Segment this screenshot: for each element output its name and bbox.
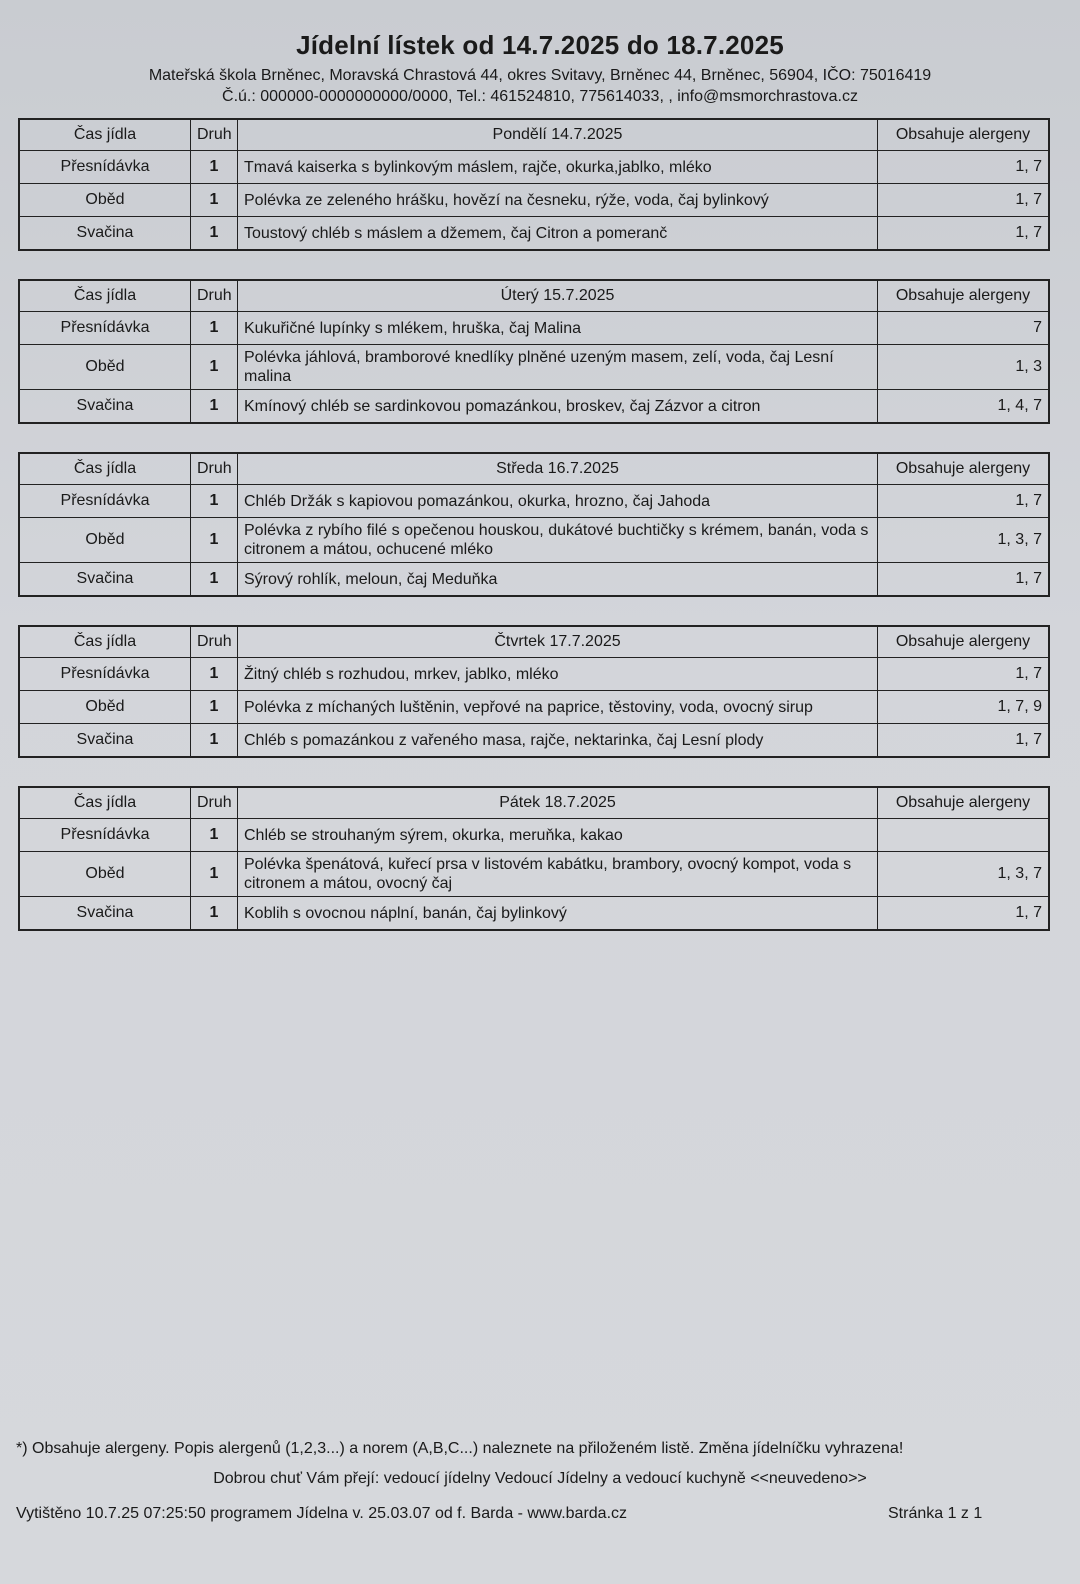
meal-time: Oběd <box>19 852 191 897</box>
table-row <box>19 345 1049 390</box>
column-header-allergens: Obsahuje alergeny <box>878 119 1050 151</box>
table-row <box>19 217 1049 251</box>
column-header-time: Čas jídla <box>19 453 191 485</box>
meal-description: Polévka z rybího filé s opečenou houskou, dukátové buchtičky s krémem, banán, voda s citronem a mátou, ochucené mléko <box>238 518 878 563</box>
day-table-friday <box>18 786 1050 931</box>
meal-type: 1 <box>191 691 238 724</box>
meal-description: Chléb se strouhaným sýrem, okurka, meruňka, kakao <box>238 819 878 852</box>
table-row <box>19 485 1049 518</box>
meal-time: Svačina <box>19 897 191 931</box>
meal-description: Polévka z míchaných luštěnin, vepřové na paprice, těstoviny, voda, ovocný sirup <box>238 691 878 724</box>
meal-allergens: 1, 7, 9 <box>878 691 1050 724</box>
meal-allergens: 1, 7 <box>878 184 1050 217</box>
column-header-allergens: Obsahuje alergeny <box>878 787 1050 819</box>
column-header-time: Čas jídla <box>19 626 191 658</box>
meal-time: Oběd <box>19 691 191 724</box>
meal-description: Koblih s ovocnou náplní, banán, čaj bylinkový <box>238 897 878 931</box>
meal-description: Kmínový chléb se sardinkovou pomazánkou, broskev, čaj Zázvor a citron <box>238 390 878 424</box>
meal-allergens: 1, 7 <box>878 217 1050 251</box>
meal-time: Oběd <box>19 184 191 217</box>
meal-time: Svačina <box>19 217 191 251</box>
meal-allergens: 1, 7 <box>878 724 1050 758</box>
table-row <box>19 897 1049 931</box>
meal-description: Žitný chléb s rozhudou, mrkev, jablko, mléko <box>238 658 878 691</box>
table-row <box>19 658 1049 691</box>
meal-type: 1 <box>191 485 238 518</box>
document-header <box>0 0 1080 106</box>
day-title: Pátek 18.7.2025 <box>238 787 878 819</box>
table-row <box>19 151 1049 184</box>
day-title: Pondělí 14.7.2025 <box>238 119 878 151</box>
column-header-allergens: Obsahuje alergeny <box>878 453 1050 485</box>
meal-time: Přesnídávka <box>19 658 191 691</box>
print-info: Vytištěno 10.7.25 07:25:50 programem Jídelna v. 25.03.07 od f. Barda - www.barda.cz <box>16 1505 628 1522</box>
meal-time: Přesnídávka <box>19 819 191 852</box>
column-header-type: Druh <box>191 119 238 151</box>
allergen-note: *) Obsahuje alergeny. Popis alergenů (1,2,3...) a norem (A,B,C...) naleznete na přiloženém listě. Změna jídelníčku vyhrazena! <box>16 1440 904 1457</box>
meal-time: Přesnídávka <box>19 485 191 518</box>
column-header-allergens: Obsahuje alergeny <box>878 626 1050 658</box>
meal-type: 1 <box>191 897 238 931</box>
meal-type: 1 <box>191 518 238 563</box>
meal-allergens <box>878 819 1050 852</box>
day-table-monday <box>18 118 1050 251</box>
meal-time: Přesnídávka <box>19 151 191 184</box>
meal-allergens: 1, 4, 7 <box>878 390 1050 424</box>
meal-type: 1 <box>191 724 238 758</box>
meal-time: Oběd <box>19 345 191 390</box>
meal-description: Polévka špenátová, kuřecí prsa v listovém kabátku, brambory, ovocný kompot, voda s citronem a mátou, ovocný čaj <box>238 852 878 897</box>
day-table-wednesday <box>18 452 1050 597</box>
column-header-time: Čas jídla <box>19 119 191 151</box>
meal-time: Svačina <box>19 724 191 758</box>
table-row <box>19 691 1049 724</box>
day-title: Čtvrtek 17.7.2025 <box>238 626 878 658</box>
bon-appetit-line: Dobrou chuť Vám přejí: vedoucí jídelny Vedoucí Jídelny a vedoucí kuchyně <<neuvedeno>> <box>213 1470 867 1487</box>
meal-description: Toustový chléb s máslem a džemem, čaj Citron a pomeranč <box>238 217 878 251</box>
column-header-allergens: Obsahuje alergeny <box>878 280 1050 312</box>
week-menu <box>18 118 1050 959</box>
column-header-type: Druh <box>191 787 238 819</box>
meal-type: 1 <box>191 658 238 691</box>
meal-allergens: 1, 3 <box>878 345 1050 390</box>
meal-type: 1 <box>191 312 238 345</box>
meal-allergens: 1, 7 <box>878 658 1050 691</box>
day-table-tuesday <box>18 279 1050 424</box>
table-row <box>19 390 1049 424</box>
page-number: Stránka 1 z 1 <box>888 1505 983 1522</box>
meal-description: Chléb Držák s kapiovou pomazánkou, okurka, hrozno, čaj Jahoda <box>238 485 878 518</box>
meal-type: 1 <box>191 852 238 897</box>
meal-description: Polévka ze zeleného hrášku, hovězí na česneku, rýže, voda, čaj bylinkový <box>238 184 878 217</box>
column-header-type: Druh <box>191 453 238 485</box>
meal-allergens: 1, 7 <box>878 151 1050 184</box>
table-row <box>19 563 1049 597</box>
meal-type: 1 <box>191 345 238 390</box>
meal-description: Polévka jáhlová, bramborové knedlíky plněné uzeným masem, zelí, voda, čaj Lesní malina <box>238 345 878 390</box>
table-row <box>19 852 1049 897</box>
day-table-thursday <box>18 625 1050 758</box>
meal-allergens: 1, 3, 7 <box>878 518 1050 563</box>
menu-title: Jídelní lístek od 14.7.2025 do 18.7.2025 <box>296 30 784 60</box>
meal-type: 1 <box>191 151 238 184</box>
meal-type: 1 <box>191 563 238 597</box>
meal-type: 1 <box>191 819 238 852</box>
column-header-type: Druh <box>191 280 238 312</box>
meal-time: Svačina <box>19 390 191 424</box>
meal-time: Přesnídávka <box>19 312 191 345</box>
school-address: Mateřská škola Brněnec, Moravská Chrastová 44, okres Svitavy, Brněnec 44, Brněnec, 56904, IČO: 75016419 <box>148 67 932 84</box>
meal-allergens: 7 <box>878 312 1050 345</box>
meal-description: Kukuřičné lupínky s mlékem, hruška, čaj Malina <box>238 312 878 345</box>
table-row <box>19 312 1049 345</box>
meal-allergens: 1, 7 <box>878 897 1050 931</box>
table-row <box>19 184 1049 217</box>
school-contact: Č.ú.: 000000-0000000000/0000, Tel.: 461524810, 775614033, , info@msmorchrastova.cz <box>222 88 858 105</box>
meal-description: Chléb s pomazánkou z vařeného masa, rajče, nektarinka, čaj Lesní plody <box>238 724 878 758</box>
meal-description: Sýrový rohlík, meloun, čaj Meduňka <box>238 563 878 597</box>
meal-time: Svačina <box>19 563 191 597</box>
meal-time: Oběd <box>19 518 191 563</box>
meal-type: 1 <box>191 390 238 424</box>
meal-description: Tmavá kaiserka s bylinkovým máslem, rajče, okurka,jablko, mléko <box>238 151 878 184</box>
column-header-time: Čas jídla <box>19 280 191 312</box>
table-row <box>19 819 1049 852</box>
column-header-type: Druh <box>191 626 238 658</box>
meal-allergens: 1, 7 <box>878 485 1050 518</box>
column-header-time: Čas jídla <box>19 787 191 819</box>
table-row <box>19 518 1049 563</box>
meal-type: 1 <box>191 217 238 251</box>
meal-allergens: 1, 7 <box>878 563 1050 597</box>
table-row <box>19 724 1049 758</box>
day-title: Úterý 15.7.2025 <box>238 280 878 312</box>
meal-type: 1 <box>191 184 238 217</box>
day-title: Středa 16.7.2025 <box>238 453 878 485</box>
meal-allergens: 1, 3, 7 <box>878 852 1050 897</box>
